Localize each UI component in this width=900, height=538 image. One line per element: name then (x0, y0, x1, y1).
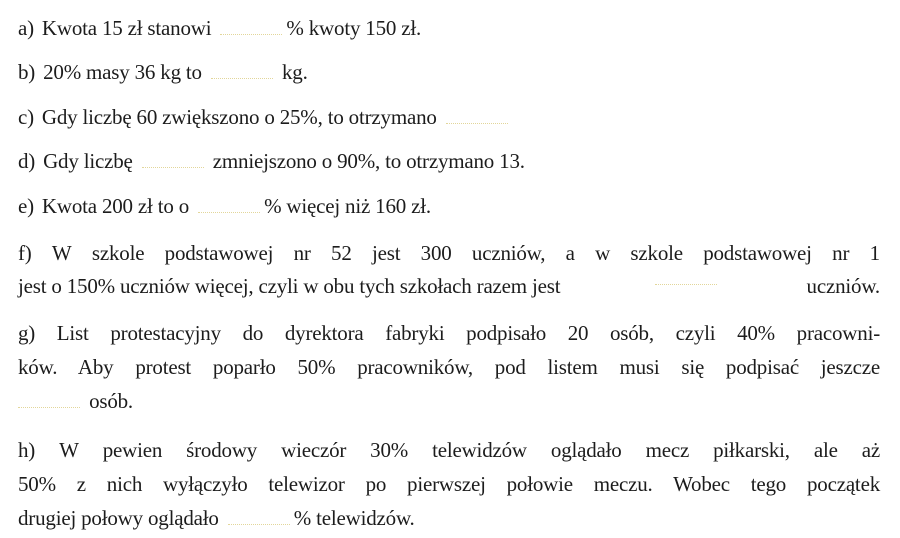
exercise-a (18, 16, 421, 41)
word: 52 (331, 241, 352, 265)
word: nr (293, 241, 311, 265)
text: Gdy liczbę (43, 149, 133, 173)
answer-blank[interactable] (198, 202, 260, 213)
exercise-label: c) (18, 105, 34, 129)
text: osób. (89, 389, 133, 413)
exercise-label: d) (18, 149, 36, 173)
exercise-c (18, 105, 512, 130)
exercise-label: b) (18, 60, 36, 84)
word: W (51, 241, 72, 265)
exercise-b (18, 60, 308, 85)
text: Gdy liczbę 60 zwiększono o 25%, to otrzymano (41, 105, 437, 129)
word: szkole (630, 241, 683, 265)
word: szkole (91, 241, 145, 265)
word: nr (832, 241, 850, 265)
exercise-d (18, 149, 525, 174)
exercise-f-line-1 (18, 241, 880, 266)
text: % więcej niż 160 zł. (264, 194, 431, 218)
word: oglądało (550, 438, 622, 462)
word: mecz (645, 438, 690, 462)
text: Kwota 15 zł stanowi (41, 16, 212, 40)
word: piłkarski, (713, 438, 790, 462)
text: 50% z nich wyłączyło telewizor po pierwszej połowie meczu. Wobec tego początek (18, 472, 880, 496)
exercise-h-line-3 (18, 506, 415, 531)
exercise-g-line-1 (18, 321, 880, 346)
text: Kwota 200 zł to o (41, 194, 189, 218)
word: uczniów, (471, 241, 546, 265)
word: pewien (102, 438, 163, 462)
exercise-g-line-3 (18, 389, 133, 414)
answer-blank[interactable] (18, 397, 80, 408)
exercise-label: g) (18, 321, 36, 345)
exercise-label: f) (18, 241, 32, 265)
word: w (595, 241, 611, 265)
word: 30% (370, 438, 409, 462)
word: aż (861, 438, 880, 462)
word: ale (813, 438, 838, 462)
word: podstawowej (703, 241, 812, 265)
exercise-g-line-2 (18, 355, 880, 380)
text: % telewidzów. (293, 506, 415, 530)
exercise-label: h) (18, 438, 36, 462)
answer-blank[interactable] (142, 157, 204, 168)
text: jest o 150% uczniów więcej, czyli w obu tych szkołach razem jest (18, 274, 561, 298)
exercise-h-line-1 (18, 438, 880, 463)
word: podstawowej (164, 241, 274, 265)
exercise-label: a) (18, 16, 34, 40)
text: 20% masy 36 kg to (43, 60, 202, 84)
word: środowy (186, 438, 258, 462)
word: W (59, 438, 79, 462)
exercise-h-line-2 (18, 472, 880, 497)
word: 1 (869, 241, 880, 265)
text: kg. (281, 60, 308, 84)
word: jest (371, 241, 401, 265)
word: telewidzów (432, 438, 527, 462)
answer-blank[interactable] (220, 24, 282, 35)
answer-blank[interactable] (211, 68, 273, 79)
word: wieczór (281, 438, 347, 462)
answer-blank[interactable] (655, 274, 717, 285)
answer-blank[interactable] (446, 113, 508, 124)
word: 300 (420, 241, 452, 265)
text: ków. Aby protest poparło 50% pracowników, pod listem musi się podpisać jeszcze (18, 355, 880, 379)
text: % kwoty 150 zł. (286, 16, 422, 40)
text: drugiej połowy oglądało (18, 506, 219, 530)
exercise-label: e) (18, 194, 34, 218)
answer-blank[interactable] (228, 514, 290, 525)
text: uczniów. (806, 274, 880, 298)
exercise-f-line-2 (18, 274, 880, 299)
text: List protestacyjny do dyrektora fabryki podpisało 20 osób, czyli 40% pracowni- (56, 321, 880, 345)
exercise-e (18, 194, 431, 219)
word: a (565, 241, 575, 265)
text: zmniejszono o 90%, to otrzymano 13. (212, 149, 525, 173)
